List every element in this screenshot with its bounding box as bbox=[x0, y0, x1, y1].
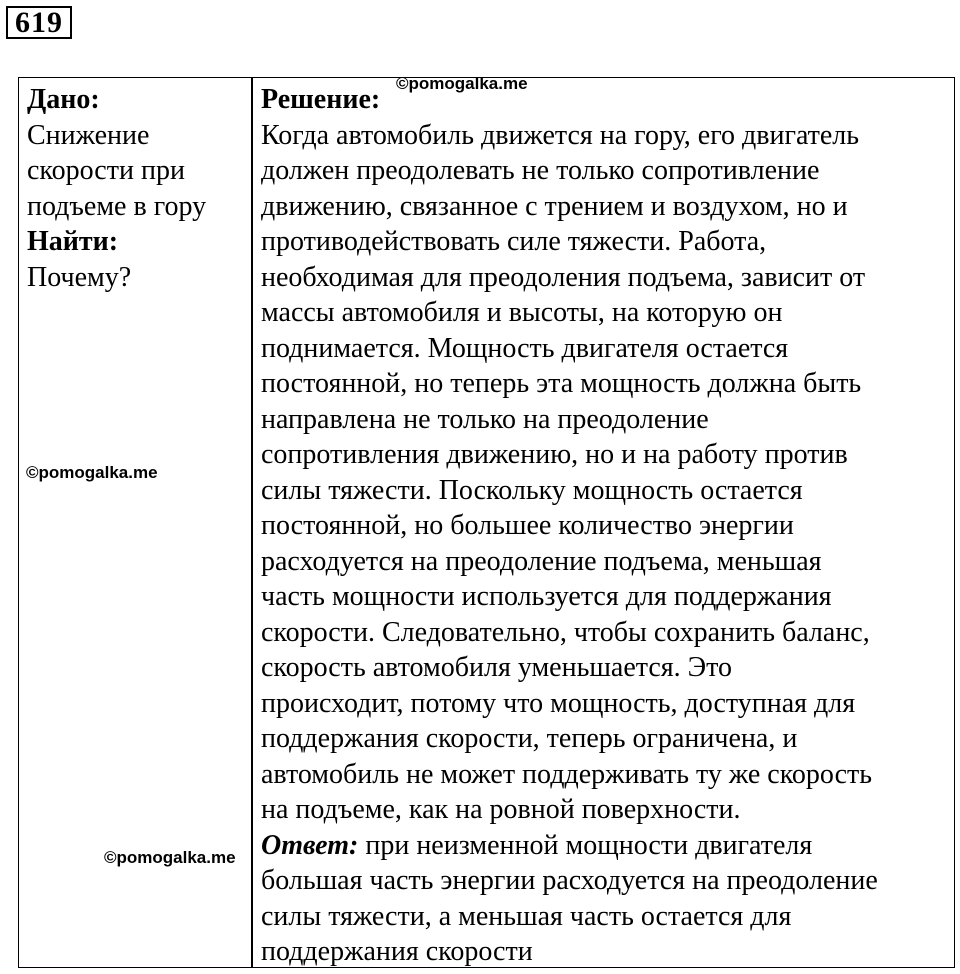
solution-line: часть мощности используется для поддержания bbox=[261, 581, 832, 612]
solution-line: направлена не только на преодоление bbox=[261, 403, 709, 435]
answer-line: поддержания скорости bbox=[261, 936, 533, 967]
answer-line bbox=[261, 828, 951, 864]
column-divider bbox=[251, 78, 253, 967]
solution-line: происходит, потому что мощность, доступная для bbox=[261, 687, 856, 719]
find-heading: Найти: bbox=[27, 226, 119, 257]
solution-line: постоянной, но большее количество энергии bbox=[261, 510, 794, 541]
solution-line: поддержания скорости, теперь ограничена, и bbox=[261, 723, 798, 754]
task-table bbox=[18, 77, 955, 968]
solution-line: должен преодолевать не только сопротивление bbox=[261, 155, 820, 186]
solution-line: поднимается. Мощность двигателя остается bbox=[261, 332, 789, 364]
answer-line: большая часть энергии расходуется на преодоление bbox=[261, 865, 878, 896]
problem-number: 619 bbox=[6, 6, 72, 39]
watermark: ©pomogalka.me bbox=[104, 848, 236, 867]
watermark: ©pomogalka.me bbox=[396, 74, 528, 93]
solution-line: сопротивления движению, но и на работу против bbox=[261, 439, 848, 470]
watermark: ©pomogalka.me bbox=[26, 463, 158, 482]
answer-line: силы тяжести, а меньшая часть остается для bbox=[261, 900, 792, 932]
solution-line: скорость автомобиля уменьшается. Это bbox=[261, 652, 733, 683]
find-text: Почему? bbox=[27, 261, 132, 293]
solution-line: движению, связанное с трением и воздухом, но и bbox=[261, 190, 848, 222]
solution-line: силы тяжести. Поскольку мощность остается bbox=[261, 474, 803, 506]
solution-heading: Решение: bbox=[261, 84, 381, 115]
solution-line: противодействовать силе тяжести. Работа, bbox=[261, 226, 767, 257]
given-line: скорости при bbox=[27, 155, 185, 186]
solution-line: автомобиль не может поддерживать ту же скорость bbox=[261, 758, 873, 790]
given-column bbox=[27, 82, 247, 295]
solution-line: скорости. Следовательно, чтобы сохранить баланс, bbox=[261, 616, 870, 648]
solution-line: расходуется на преодоление подъема, меньшая bbox=[261, 545, 822, 577]
solution-line: массы автомобиля и высоты, на которую он bbox=[261, 297, 783, 328]
solution-column bbox=[261, 82, 951, 970]
given-line: подъеме в гору bbox=[27, 190, 207, 222]
given-line: Снижение bbox=[27, 119, 150, 151]
answer-text: при неизменной мощности двигателя bbox=[358, 829, 813, 861]
solution-line: постоянной, но теперь эта мощность должна быть bbox=[261, 368, 862, 399]
solution-line: необходимая для преодоления подъема, зависит от bbox=[261, 261, 866, 293]
solution-line: на подъеме, как на ровной поверхности. bbox=[261, 794, 741, 825]
solution-line: Когда автомобиль движется на гору, его двигатель bbox=[261, 119, 860, 151]
given-heading: Дано: bbox=[27, 84, 100, 115]
answer-label: Ответ: bbox=[261, 829, 359, 861]
